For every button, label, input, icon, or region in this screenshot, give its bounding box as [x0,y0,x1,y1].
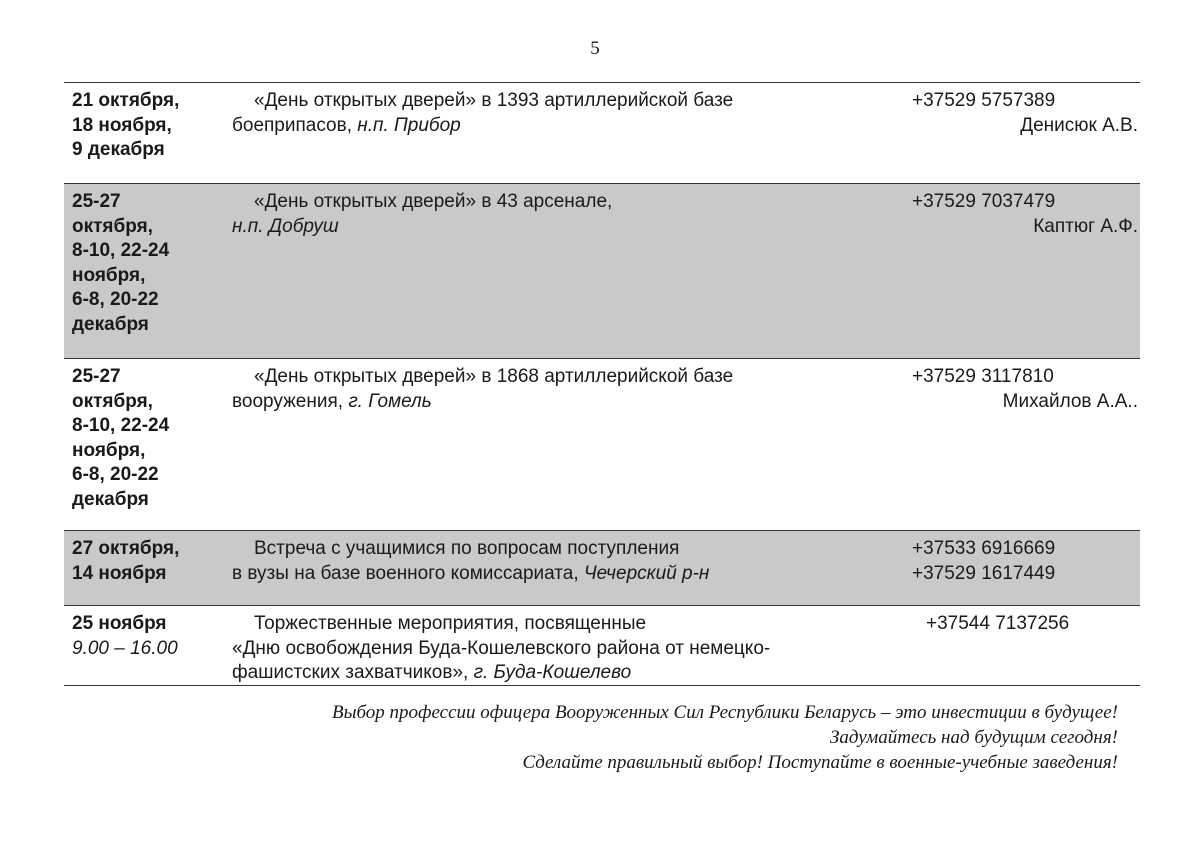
event-text: «Дню освобождения Буда-Кошелевского района от немецко- [232,637,771,659]
phone-number: +37544 7137256 [926,613,1070,634]
event-cell [232,89,872,138]
phone-number: +37533 6916669 [912,538,1056,559]
event-text: в вузы на базе военного комиссариата, [232,562,579,584]
event-cell [232,365,872,414]
event-location: г. Гомель [348,390,432,412]
date-cell [72,612,232,661]
event-location: г. Буда-Кошелево [473,662,632,683]
event-text: боеприпасов, [232,114,352,136]
contact-person: Михайлов А.А.. [1002,390,1138,412]
date-line: 27 октября, [72,538,180,559]
date-line: 18 ноября, [72,114,172,136]
table-row [64,183,1140,358]
date-line: 25-27 [72,366,121,387]
date-line: ноября, [72,439,146,461]
event-location: н.п. Прибор [357,114,461,136]
event-cell [232,190,872,239]
event-title: Торжественные мероприятия, посвященные [254,613,647,634]
date-line: 8-10, 22-24 [72,415,170,436]
date-line: декабря [72,313,149,335]
date-line: 6-8, 20-22 [72,464,159,485]
phone-number: +37529 7037479 [912,191,1056,212]
contact-cell [894,537,1140,586]
date-cell [72,365,232,512]
event-cell [232,537,872,586]
footer-slogans [138,700,1118,775]
event-title: «День открытых дверей» в 1393 артиллерийской базе [254,90,734,111]
contact-person: Денисюк А.В. [1020,114,1138,136]
table-row [64,530,1140,605]
date-line: 8-10, 22-24 [72,240,170,261]
date-line: 6-8, 20-22 [72,289,159,310]
date-line: ноября, [72,264,146,286]
event-text: вооружения, [232,390,344,412]
contact-cell [894,612,1140,637]
date-cell [72,190,232,337]
contact-cell [894,89,1140,138]
date-line: октября, [72,215,153,237]
event-location: н.п. Добруш [232,215,339,237]
event-text: фашистских захватчиков», [232,662,469,683]
date-line: 9 декабря [72,139,165,160]
date-line: декабря [72,488,149,510]
footer-line: Задумайтесь над будущим сегодня! [829,727,1118,748]
event-title: «День открытых дверей» в 43 арсенале, [254,191,613,212]
date-line: октября, [72,390,153,412]
event-location: Чечерский р-н [583,562,710,584]
event-title: Встреча с учащимися по вопросам поступления [254,538,680,559]
page-number: 5 [590,38,600,59]
date-line: 21 октября, [72,90,180,111]
date-cell [72,89,232,163]
contact-cell [894,365,1140,414]
phone-number: +37529 3117810 [912,366,1054,387]
table-row [64,83,1140,183]
contact-person: Каптюг А.Ф. [1033,215,1138,237]
footer-line: Сделайте правильный выбор! Поступайте в военные-учебные заведения! [522,752,1118,773]
event-title: «День открытых дверей» в 1868 артиллерийской базе [254,366,734,387]
date-line: 25-27 [72,191,121,212]
date-line: 25 ноября [72,613,167,634]
event-cell [232,612,872,686]
footer-line: Выбор профессии офицера Вооруженных Сил Республики Беларусь – это инвестиции в будущее! [331,702,1118,723]
events-table [64,82,1140,686]
date-cell [72,537,232,586]
time-range: 9.00 – 16.00 [72,637,178,659]
table-row [64,605,1140,685]
date-line: 14 ноября [72,562,167,584]
table-row [64,358,1140,530]
phone-number: +37529 5757389 [912,90,1056,111]
phone-number: +37529 1617449 [912,562,1056,584]
contact-cell [894,190,1140,239]
